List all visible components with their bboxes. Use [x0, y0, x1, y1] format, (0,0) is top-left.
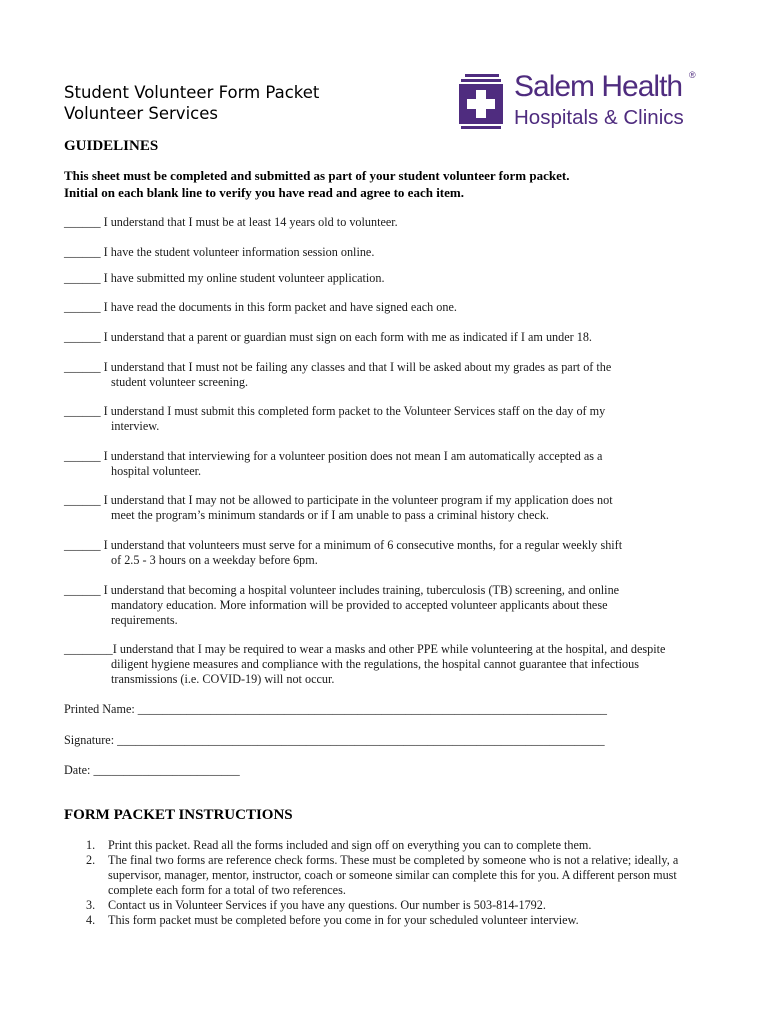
- initial-blank[interactable]: ______: [64, 360, 101, 374]
- date-field[interactable]: Date: ________________________: [64, 763, 240, 777]
- title-line-2: Volunteer Services: [64, 104, 218, 123]
- step-text: Print this packet. Read all the forms included and sign off on everything you can to complete them.: [108, 838, 592, 852]
- guideline-text: I understand that becoming a hospital volunteer includes training, tuberculosis (TB) screening, and online: [103, 583, 620, 597]
- step-text: This form packet must be completed before you come in for your scheduled volunteer interview.: [108, 913, 579, 927]
- guideline-text: I have submitted my online student volunteer application.: [103, 271, 385, 285]
- initial-blank[interactable]: ______: [64, 215, 101, 229]
- list-item: [64, 853, 714, 898]
- guideline-item-12: [64, 642, 724, 687]
- guideline-text: I understand that a parent or guardian must sign on each form with me as indicated if I am under 18.: [103, 330, 592, 344]
- initial-blank[interactable]: ______: [64, 493, 101, 507]
- initial-blank[interactable]: ______: [64, 300, 101, 314]
- guideline-text: I have the student volunteer information session online.: [103, 245, 375, 259]
- guideline-text-cont: transmissions (i.e. COVID-19) will not occur.: [111, 672, 335, 686]
- initial-blank[interactable]: ______: [64, 404, 101, 418]
- logo-name: Salem Health: [514, 70, 683, 103]
- step-text-cont: complete each form for a total of two references.: [108, 883, 346, 897]
- printed-name-field[interactable]: Printed Name: _____________________________________________________________________________: [64, 702, 608, 716]
- instructions-list: [64, 838, 714, 928]
- guideline-item-6: [64, 360, 704, 390]
- initial-blank[interactable]: ______: [64, 271, 101, 285]
- guideline-item-3: [64, 271, 704, 286]
- instructions-heading: FORM PACKET INSTRUCTIONS: [64, 807, 293, 823]
- cross-icon: [457, 72, 505, 132]
- initial-blank[interactable]: ________: [64, 642, 113, 656]
- title-line-1: Student Volunteer Form Packet: [64, 83, 320, 102]
- guideline-text-cont: hospital volunteer.: [111, 464, 202, 478]
- guideline-item-7: [64, 404, 704, 434]
- initial-blank[interactable]: ______: [64, 538, 101, 552]
- guideline-text: I understand that interviewing for a volunteer position does not mean I am automatically accepted as a: [103, 449, 603, 463]
- intro-line-1: This sheet must be completed and submitted as part of your student volunteer form packet.: [64, 168, 570, 183]
- list-item: [64, 838, 714, 853]
- step-number: 3.: [86, 898, 96, 912]
- guideline-item-10: [64, 538, 704, 568]
- guidelines-intro: [64, 167, 569, 201]
- guideline-text-cont: student volunteer screening.: [111, 375, 249, 389]
- step-text-cont: supervisor, manager, mentor, instructor, coach or someone similar can complete this for you. A different person must: [108, 868, 677, 882]
- list-item: [64, 898, 714, 913]
- guideline-text-cont: of 2.5 - 3 hours on a weekday before 6pm.: [111, 553, 318, 567]
- registered-mark: ®: [689, 70, 696, 80]
- guideline-text: I understand that volunteers must serve for a minimum of 6 consecutive months, for a regular weekly shift: [103, 538, 623, 552]
- initial-blank[interactable]: ______: [64, 245, 101, 259]
- guidelines-heading: GUIDELINES: [64, 138, 159, 154]
- guideline-item-8: [64, 449, 704, 479]
- page-title: [64, 82, 319, 124]
- guideline-text: I understand that I may not be allowed to participate in the volunteer program if my application does not: [103, 493, 613, 507]
- signature-field[interactable]: Signature: ________________________________________________________________________________: [64, 733, 605, 747]
- initial-blank[interactable]: ______: [64, 330, 101, 344]
- initial-blank[interactable]: ______: [64, 583, 101, 597]
- list-item: [64, 913, 714, 928]
- step-number: 1.: [86, 838, 96, 852]
- guideline-text-cont: mandatory education. More information will be provided to accepted volunteer applicants about these: [111, 598, 608, 612]
- guideline-text: I understand that I must be at least 14 years old to volunteer.: [103, 215, 398, 229]
- guideline-text: I understand that I must not be failing any classes and that I will be asked about my grades as part of the: [103, 360, 612, 374]
- guideline-item-2: [64, 245, 704, 260]
- guideline-text: I understand that I may be required to wear a masks and other PPE while volunteering at the hospital, and despite: [112, 642, 666, 656]
- guideline-item-5: [64, 330, 704, 345]
- guideline-item-9: [64, 493, 704, 523]
- guideline-text: I understand I must submit this completed form packet to the Volunteer Services staff on the day of my: [103, 404, 606, 418]
- salem-health-logo: [457, 72, 702, 132]
- guideline-item-1: [64, 215, 704, 230]
- step-text: Contact us in Volunteer Services if you have any questions. Our number is 503-814-1792.: [108, 898, 546, 912]
- step-text: The final two forms are reference check forms. These must be completed by someone who is not a relative; ideally, a: [108, 853, 679, 867]
- step-number: 2.: [86, 853, 96, 867]
- logo-subtitle: Hospitals & Clinics: [514, 106, 684, 129]
- step-number: 4.: [86, 913, 96, 927]
- guideline-item-4: [64, 300, 704, 315]
- guideline-text-cont: requirements.: [111, 613, 178, 627]
- guideline-text-cont: meet the program’s minimum standards or if I am unable to pass a criminal history check.: [111, 508, 549, 522]
- initial-blank[interactable]: ______: [64, 449, 101, 463]
- guideline-item-11: [64, 583, 704, 628]
- guideline-text: I have read the documents in this form packet and have signed each one.: [103, 300, 457, 314]
- guideline-text-cont: diligent hygiene measures and compliance with the regulations, the hospital cannot guarantee that infectious: [111, 657, 639, 671]
- intro-line-2: Initial on each blank line to verify you have read and agree to each item.: [64, 185, 464, 200]
- guideline-text-cont: interview.: [111, 419, 160, 433]
